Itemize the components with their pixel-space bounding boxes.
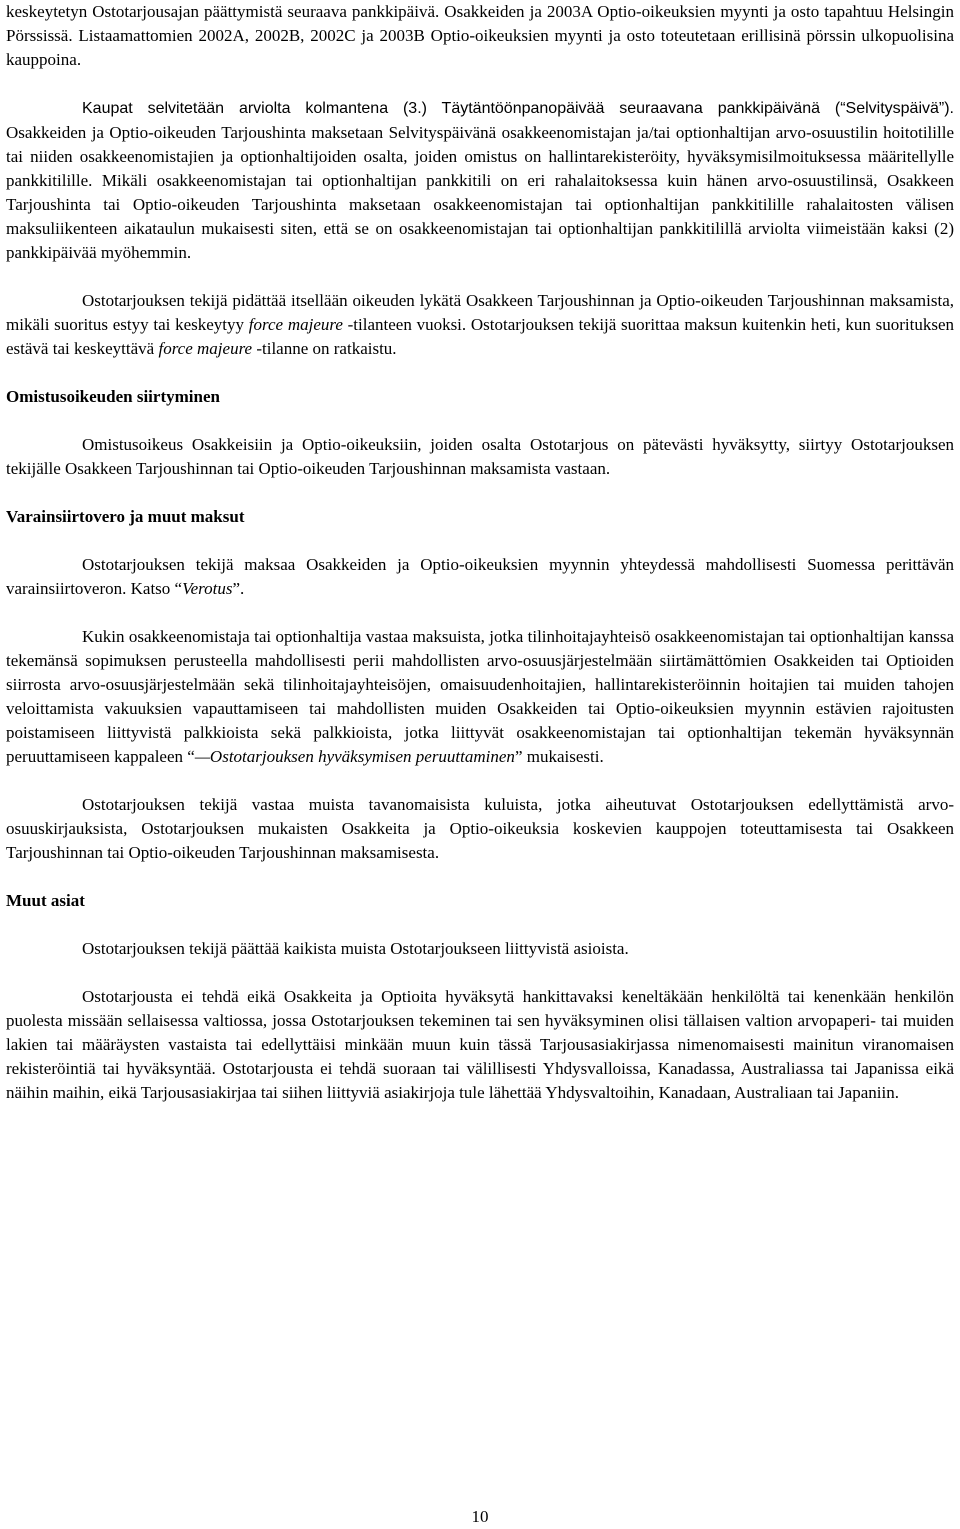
spacer — [6, 72, 954, 96]
force-majeure-term: force majeure — [248, 315, 343, 334]
text-run: ” mukaisesti. — [514, 747, 604, 766]
spacer — [6, 769, 954, 793]
verotus-reference: Verotus — [182, 579, 233, 598]
section-heading-ownership-transfer: Omistusoikeuden siirtyminen — [6, 387, 220, 406]
spacer — [6, 913, 954, 937]
paragraph-other-matters: Ostotarjouksen tekijä päättää kaikista muista Ostotarjoukseen liittyvistä asioista. — [82, 939, 629, 958]
page-number: 10 — [471, 1507, 489, 1526]
section-heading-other-matters: Muut asiat — [6, 891, 85, 910]
text-run: Ostotarjouksen tekijä pidättää itsellään oikeuden lykätä Osakkeen Tarjoushinnan ja Optio-oikeuden Tarjoushinnan maksamista, mikäli suoritus estyy tai keskeytyy — [6, 291, 954, 334]
settlement-lead-text: Kaupat selvitetään arviolta kolmantena (3.) Täytäntöönpanopäivää seuraavana pankkipäivänä (“Selvityspäivä”). — [82, 100, 954, 117]
paragraph-restrictions: Ostotarjousta ei tehdä eikä Osakkeita ja Optioita hyväksytä hankittavaksi keneltäkään henkilöltä tai kenenkään henkilön puolesta missään sellaisessa valtiossa, jossa Ostotarjouksen tekeminen tai sen hyväksyminen olisi tällaisen valtion arvopaperi- tai muiden lakien tai määräysten vastaista tai edellyttäisi minkään muun kuin tässä Tarjousasiakirjassa nimenomaisesti mainitun viranomaisen rekisteröintiä tai hyväksyntää. Ostotarjousta ei tehdä suoraan tai välillisesti Yhdysvalloissa, Kanadassa, Australiassa tai Japanissa eikä näihin maihin, eikä Tarjousasiakirjaa tai siihen liittyviä asiakirjoja tule lähettää Yhdysvaltoihin, Kanadaan, Australiaan tai Japaniin. — [6, 987, 954, 1102]
text-run: -tilanne on ratkaistu. — [252, 339, 397, 358]
text-run: Ostotarjouksen tekijä maksaa Osakkeiden ja Optio-oikeuksien myynnin yhteydessä mahdollisesti Suomessa perittävän varainsiirtoveron. Katso “ — [6, 555, 954, 598]
settlement-rest-text: Osakkeiden ja Optio-oikeuden Tarjoushinta maksetaan Selvityspäivänä osakkeenomistajan ja/tai optionhaltijan arvo-osuustilin hoitotilille tai niiden osakkeenomistajien ja optionhaltijoiden osalta, joiden omistus on hallintarekisteröity, hyväksymisilmoituksessa määritellylle pankkitilille. Mikäli osakkeenomistajan tai optionhaltijan pankkitili on eri rahalaitoksessa kuin hänen arvo-osuustilinsä, Osakkeen Tarjoushinta tai Optio-oikeuden Tarjoushinta maksetaan osakkeenomistajan tai optionhaltijan pankkitilille rahalaitosten välisen maksuliikenteen aikataulun mukaisesti siten, että se on osakkeenomistajan tai optionhaltijan pankkitilillä arviolta viimeistään kaksi (2) pankkipäivää myöhemmin. — [6, 123, 954, 262]
force-majeure-term: force majeure — [158, 339, 253, 358]
spacer — [6, 265, 954, 289]
spacer — [6, 361, 954, 385]
spacer — [6, 865, 954, 889]
text-run: Kukin osakkeenomistaja tai optionhaltija vastaa maksuista, jotka tilinhoitajayhteisö osakkeenomistajan tai optionhaltijan kanssa tekemänsä sopimuksen perusteella mahdollisesti perii mahdollisten arvo-osuusjärjestelmään siirtämättömien Osakkeiden tai Optioiden siirrosta arvo-osuusjärjestelmään sekä tilinhoitajayhteisöjen, omaisuudenhoitajien, hallintarekisteröinnin hoitajien tai muiden tahojen veloittamista vakuuksien vapauttamiseen tai mahdollisten muiden Osakkeiden tai Optio-oikeuksien myynnin estävien rajoitusten poistamiseen liittyvistä palkkioista sekä palkkioista, jotka liittyvät osakkeenomistajan tai optionhaltijan tekemän hyväksynnän peruuttamiseen kappaleen “ — [6, 627, 954, 766]
paragraph-settlement-trading: keskeytetyn Ostotarjousajan päättymistä seuraava pankkipäivä. Osakkeiden ja 2003A Optio-oikeuksien myynti ja osto tapahtuu Helsingin Pörssissä. Listaamattomien 2002A, 2002B, 2002C ja 2003B Optio-oikeuksien myynti ja osto toteutetaan erillisinä pörssin ulkopuolisina kauppoina. — [6, 2, 954, 69]
spacer — [6, 481, 954, 505]
paragraph-holder-fees — [6, 625, 954, 769]
paragraph-offeror-costs: Ostotarjouksen tekijä vastaa muista tavanomaisista kuluista, jotka aiheutuvat Ostotarjouksen edellyttämistä arvo-osuuskirjauksista, Ostotarjouksen mukaisten Osakkeita ja Optio-oikeuksia koskevien kauppojen toteuttamisesta tai Osakkeen Tarjoushinnan tai Optio-oikeuden Tarjoushinnan maksamisesta. — [6, 795, 954, 862]
section-heading-transfer-tax: Varainsiirtovero ja muut maksut — [6, 507, 245, 526]
document-page — [6, 0, 954, 1105]
spacer — [6, 601, 954, 625]
spacer — [6, 961, 954, 985]
paragraph-transfer-tax — [6, 553, 954, 601]
spacer — [6, 409, 954, 433]
text-run: ”. — [232, 579, 245, 598]
paragraph-settlement-payment — [6, 96, 954, 265]
paragraph-force-majeure — [6, 289, 954, 361]
withdrawal-section-reference: —Ostotarjouksen hyväksymisen peruuttaminen — [194, 747, 515, 766]
spacer — [6, 529, 954, 553]
text-run: -tilanteen vuoksi. Ostotarjouksen tekijä suorittaa maksun kuitenkin heti, kun suorituksen estävä tai keskeyttävä — [6, 315, 955, 358]
paragraph-ownership-transfer: Omistusoikeus Osakkeisiin ja Optio-oikeuksiin, joiden osalta Ostotarjous on pätevästi hyväksytty, siirtyy Ostotarjouksen tekijälle Osakkeen Tarjoushinnan tai Optio-oikeuden Tarjoushinnan maksamista vastaan. — [6, 435, 954, 478]
